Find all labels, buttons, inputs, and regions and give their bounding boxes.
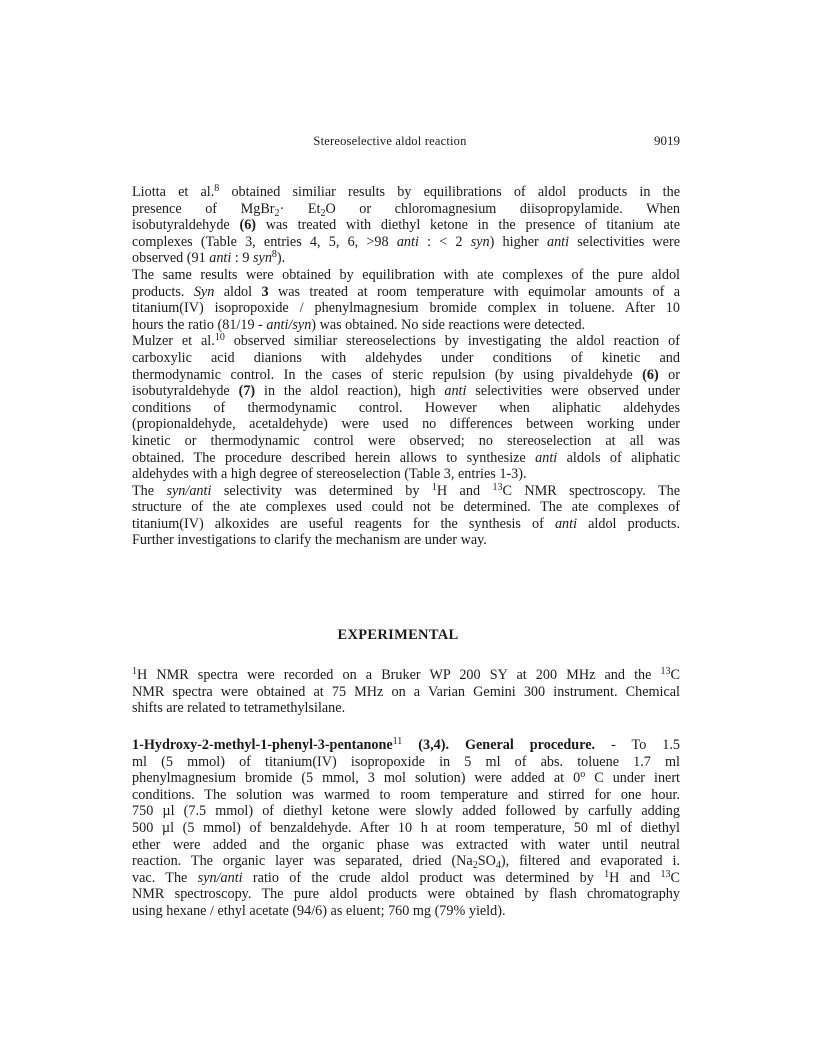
text-line: isobutyraldehyde (7) in the aldol reaction), high anti selectivities were observed under [132,383,680,400]
text-line: phenylmagnesium bromide (5 mmol, 3 mol solution) were added at 0$^o$ C under inert [132,769,680,787]
text-line: thermodynamic control. In the cases of steric repulsion (by using pivaldehyde (6) or [132,366,680,383]
text-line: vac. The syn/anti ratio of the crude aldol product was determined by $^1$H and $^{13}$C [132,868,680,886]
text-line: NMR spectra were obtained at 75 MHz on a Varian Gemini 300 instrument. Chemical [132,683,680,700]
text-line: products. Syn aldol 3 was treated at room temperature with equimolar amounts of a [132,283,680,300]
text-line: hours the ratio (81/19 - anti/syn) was obtained. No side reactions were detected. [132,316,586,333]
text-line: conditions. The solution was warmed to room temperature and stirred for one hour. [132,786,680,803]
text-line: isobutyraldehyde (6) was treated with diethyl ketone in the presence of titanium ate [132,217,680,234]
section-heading-experimental: EXPERIMENTAL [337,627,459,643]
page-number: 9019 [654,133,680,148]
text-line: Liotta et al.$^8$ obtained similiar results by equilibrations of aldol products in the [132,183,680,200]
text-line: complexes (Table 3, entries 4, 5, 6, >98 anti : < 2 syn) higher anti selectivities were [132,233,680,250]
text-line: Further investigations to clarify the mechanism are under way. [132,532,487,549]
discussion-text [132,184,680,549]
text-line: The syn/anti selectivity was determined by $^1$H and $^{13}$C NMR spectroscopy. The [132,481,681,499]
text-line: kinetic or thermodynamic control were observed; no stereoselection at all was [132,432,680,449]
experimental-procedure-paragraph [132,737,680,920]
text-line: reaction. The organic layer was separated, dried $(Na_2SO_4)$, filtered and evaporated i. [132,853,680,872]
text-line: obtained. The procedure described herein allows to synthesize anti aldols of aliphatic [132,449,680,466]
text-line: ether were added and the organic phase was extracted with water until neutral [132,836,680,853]
text-line: titanium(IV) alkoxides are useful reagents for the synthesis of anti aldol products. [132,515,681,532]
running-header-title: Stereoselective aldol reaction [313,134,467,148]
text-line: NMR spectroscopy. The pure aldol products were obtained by flash chromatography [132,886,680,903]
text-line: 750 µl (7.5 mmol) of diethyl ketone were slowly added followed by carfully adding [132,803,680,820]
text-line: using hexane / ethyl acetate (94/6) as eluent; 760 mg (79% yield). [132,902,506,919]
text-line: conditions of thermodynamic control. However when aliphatic aldehydes [132,399,680,416]
text-line: The same results were obtained by equilibration with ate complexes of the pure aldol [132,266,680,283]
text-line: presence of MgBr$_2$· $Et_2O$ or chloromagnesium diisopropylamide. When [132,200,680,219]
text-line: aldehydes with a high degree of stereoselection (Table 3, entries 1-3). [132,466,527,483]
text-line: 1-Hydroxy-2-methyl-1-phenyl-3-pentanone$^{11}$ (3,4). General procedure. - To 1.5 [132,736,680,753]
text-line: structure of the ate complexes used could not be determined. The ate complexes of [132,499,680,516]
text-line: $^1$H NMR spectra were recorded on a Bruker WP 200 SY at 200 MHz and the $^{13}$C [132,666,680,683]
text-line: (propionaldehyde, acetaldehyde) were used no differences between working under [132,416,680,433]
text-line: shifts are related to tetramethylsilane. [132,700,346,717]
text-line: 500 µl (5 mmol) of benzaldehyde. After 10 h at room temperature, 50 ml of diethyl [132,819,680,836]
text-line: Mulzer et al.$^{10}$ observed similiar stereoselections by investigating the aldol reaction of [132,332,680,350]
text-line: observed (91 anti : 9 syn$^8$). [132,249,286,267]
text-line: ml (5 mmol) of titanium(IV) isopropoxide in 5 ml of abs. toluene 1.7 ml [132,753,680,770]
text-line: carboxylic acid dianions with aldehydes under conditions of kinetic and [132,349,680,366]
text-line: titanium(IV) isopropoxide / phenylmagnesium bromide complex in toluene. After 10 [132,300,680,317]
experimental-nmr-paragraph [132,667,680,717]
